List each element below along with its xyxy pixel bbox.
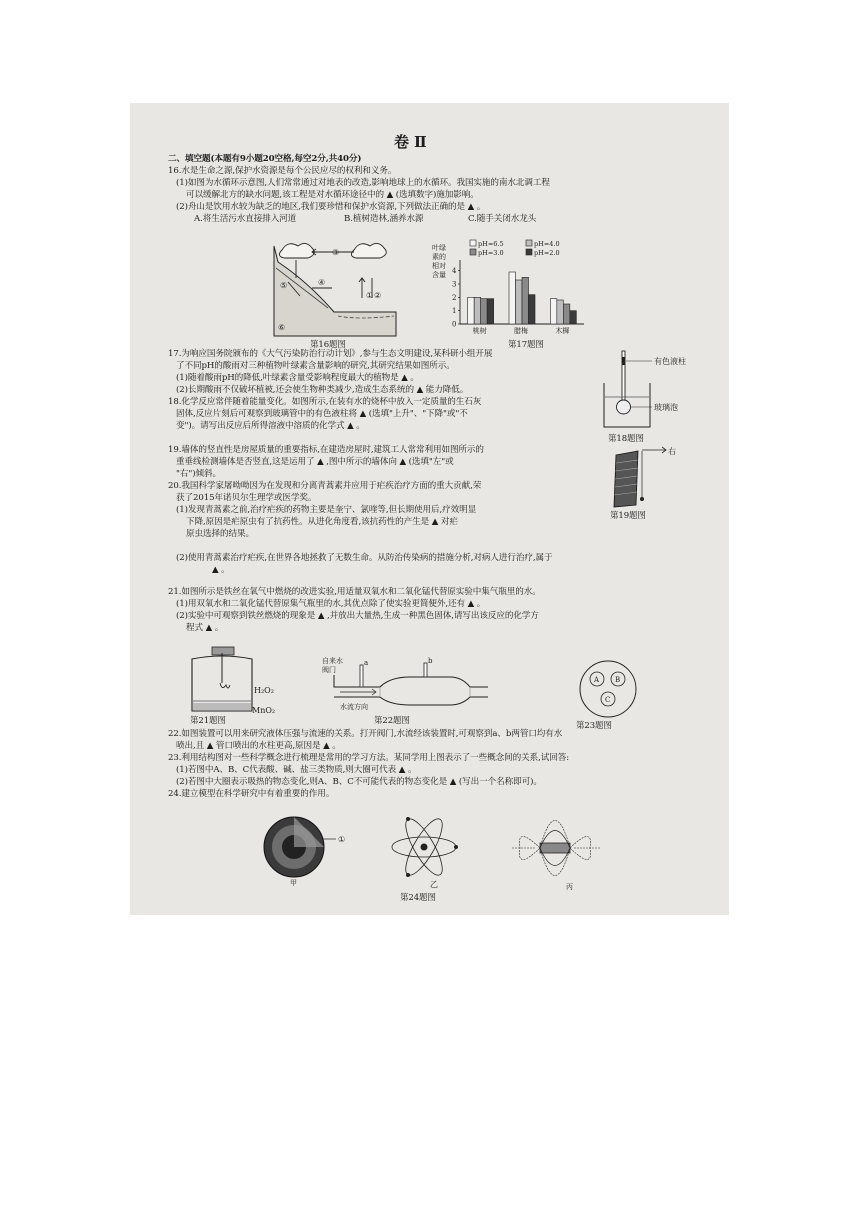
chart-bar [563,304,570,324]
exam-page-photo [130,103,729,915]
q21-line1: 21.如图所示是铁丝在氧气中燃烧的改进实验,用适量双氧水和二氧化锰代替原实验中集气瓶里的水。 [168,587,541,597]
q22-caption: 第22题图 [374,716,410,726]
q20-part1-line2: 下降,原因是疟原虫有了抗药性。从进化角度看,该抗药性的产生是 ▲ 对疟 [186,517,458,527]
label-right: 右 [668,447,676,456]
chart-bar [550,299,557,324]
q17-line2: 了不同pH的酸雨对三种植物叶绿素含量影响的研究,其研究结果如图所示。 [176,361,455,371]
q23-caption: 第23题图 [576,721,612,731]
label-b: b [428,657,433,665]
label-jia: 甲 [290,879,297,887]
chart-bar [481,299,488,324]
chart-bar [570,311,577,324]
q20-line2: 获了2015年诺贝尔生理学或医学奖。 [176,493,317,503]
q16-part1-line2: 可以缓解北方的缺水问题,该工程是对水循环途径中的 ▲ (选填数字)施加影响。 [186,190,479,200]
water-cycle-label: ⑥ [278,323,286,332]
label-a: a [364,659,369,667]
label-layer-1: ① [338,835,346,844]
section-title: 卷 Ⅱ [394,133,427,151]
q20-part2-line1: (2)使用青蒿素治疗疟疾,在世界各地拯救了无数生命。从防治传染病的措施分析,对病人进行治疗,属于 [176,553,553,563]
q16-caption: 第16题图 [310,340,346,350]
chart-ylabel [432,243,448,279]
legend-swatch [470,240,476,246]
legend-label: pH=3.0 [478,249,504,257]
chart-bar [487,299,494,324]
q20-line1: 20.我国科学家屠呦呦因为在发现和分离青蒿素并应用于疟疾治疗方面的重大贡献,荣 [168,481,482,491]
ylabel-line: 素的 [432,253,446,261]
legend-swatch [526,240,532,246]
q16-part2: (2)舟山是饮用水较为缺乏的地区,我们要珍惜和保护水资源,下列做法正确的是 ▲ 。 [176,202,486,212]
gas-jar-diagram [186,645,276,717]
label-yi: 乙 [430,880,438,889]
ylabel-line: 相对 [432,262,446,270]
x-tick-label: 腊梅 [514,327,528,335]
chart-bar [468,297,475,324]
label-colored-liquid: 有色液柱 [654,357,686,366]
water-cycle-label: ② [374,291,382,300]
q19-line2: 重垂线检测墙体是否竖直,这是运用了 ▲ ,图中所示的墙体向 ▲ (选填"左"或 [176,457,454,467]
circle-label: B [615,676,621,684]
water-cycle-label: ① [366,291,374,300]
legend-label: pH=4.0 [534,240,560,248]
water-cycle-diagram [268,238,398,338]
ylabel-line: 含量 [432,271,446,279]
q16-stem: 16.水是生命之源,保护水资源是每个公民应尽的权利和义务。 [168,166,397,176]
q16-option-c: C.随手关闭水龙头 [468,214,537,224]
q22-line1: 22.如图装置可以用来研究液体压强与流速的关系。打开阀门,水流经该装置时,可观察到a、b两管口均有水 [168,729,563,739]
chart-bars [468,272,577,324]
q21-part2-line2: 程式 ▲ 。 [186,623,224,633]
y-tick-label: 2 [452,293,457,302]
q18-line1: 18.化学反应常伴随着能量变化。如图所示,在装有水的烧杯中放入一定质量的生石灰 [168,397,482,407]
label-mno2: MnO₂ [252,706,276,715]
chart-bar [509,272,516,324]
label-flow-direction: 水流方向 [340,703,368,711]
q20-part1-line3: 原虫选择的结果。 [186,529,254,539]
q16-part1-line1: (1)如图为水循环示意图,人们常常通过对地表的改造,影响地球上的水循环。我国实施的南水北调工程 [176,178,550,188]
q23-line1: 23.利用结构图对一些科学概念进行梳理是常用的学习方法。某同学用上图表示了一些概念间的关系,试回答: [168,753,570,763]
legend-label: pH=2.0 [534,249,560,257]
q24-line1: 24.建立模型在科学研究中有着重要的作用。 [168,789,335,799]
y-tick-label: 1 [452,307,457,316]
q18-caption: 第18题图 [608,434,644,444]
ylabel-line: 叶绿 [432,244,446,252]
beaker-apparatus [600,349,710,431]
chart-bar [474,297,481,324]
q20-part2-line2: ▲ 。 [212,565,230,575]
water-cycle-label: ④ [318,278,326,287]
y-tick-label: 0 [452,320,457,329]
q17-part1: (1)随着酸雨pH的降低,叶绿素含量受影响程度最大的植物是 ▲ 。 [176,373,419,383]
q18-line3: 变")。请写出反应后所得溶液中溶质的化学式 ▲ 。 [176,421,365,431]
q17-caption: 第17题图 [508,340,544,350]
q23-part1: (1)若图中A、B、C代表酸、碱、盐三类物质,则大圈可代表 ▲ 。 [176,765,417,775]
label-h2o2: H₂O₂ [254,686,274,695]
q24-caption: 第24题图 [400,893,436,903]
legend-swatch [470,249,476,255]
chart-bar [557,300,564,324]
q18-line2: 固体,反应片刻后可观察到玻璃管中的有色液柱将 ▲ (选填"上升"、"下降"或"不 [176,409,468,419]
circle-label: A [594,676,600,684]
x-tick-label: 桃树 [472,327,487,335]
venturi-tube-diagram [320,655,490,711]
q20-part1-line1: (1)发现青蒿素之前,治疗疟疾的药物主要是奎宁、氯喹等,但长期使用后,疗效明显 [176,505,477,515]
atom-model [386,811,466,887]
q19-line1: 19.墙体的竖直性是房屋质量的重要指标,在建造房屋时,建筑工人常常利用如图所示的 [168,445,484,455]
q21-part2-line1: (2)实验中可观察到铁丝燃烧的现象是 ▲ ,并放出大量热,生成一种黑色固体,请写出该反应的化学方 [176,611,539,621]
chart-bar [522,277,529,324]
earth-structure-model [262,813,352,885]
magnetic-field-model [506,815,606,889]
x-tick-label: 木樨 [555,327,570,335]
q17-part2: (2)长期酸雨不仅破坏植被,还会使生物种类减少,造成生态系统的 ▲ 能力降低。 [176,385,469,395]
label-bing: 丙 [566,883,573,891]
water-cycle-label: ③ [332,248,340,257]
label-tap-water: 自来水 [322,657,343,665]
circle-label: C [605,696,611,704]
brick-wall-plumb-line [608,447,688,509]
q16-option-b: B.植树造林,涵养水源 [344,214,424,224]
y-tick-label: 4 [452,267,457,276]
q22-line2: 喷出,且 ▲ 管口喷出的水柱更高,原因是 ▲ 。 [176,741,341,751]
label-glass-bulb: 玻璃泡 [654,403,678,412]
q23-part2: (2)若图中大圈表示吸热的物态变化,则A、B、C不可能代表的物态变化是 ▲ (写出一个名称即可)。 [176,777,542,787]
q17-bar-chart [430,238,590,340]
q17-line1: 17.为响应国务院颁布的《大气污染防治行动计划》,参与生态文明建设,某科研小组开展 [168,349,493,359]
q19-caption: 第19题图 [610,511,646,521]
chart-bar [516,280,523,324]
section-heading: 二、填空题(本题有9小题20空格,每空2分,共40分) [168,154,362,164]
q21-caption: 第21题图 [190,716,226,726]
legend-label: pH=6.5 [478,240,504,248]
q21-part1: (1)用双氧水和二氧化锰代替原集气瓶里的水,其优点除了使实验更简便外,还有 ▲ 。 [176,599,486,609]
q16-option-a: A.将生活污水直接排入河道 [194,214,297,224]
water-cycle-label: ⑤ [280,281,288,290]
legend-swatch [526,249,532,255]
y-tick-label: 3 [452,280,457,289]
chart-bar [529,295,536,324]
set-circles-diagram [572,659,644,721]
chart-legend [470,240,560,257]
label-valve: 阀门 [322,666,336,674]
q19-line3: "右")倾斜。 [176,469,221,479]
